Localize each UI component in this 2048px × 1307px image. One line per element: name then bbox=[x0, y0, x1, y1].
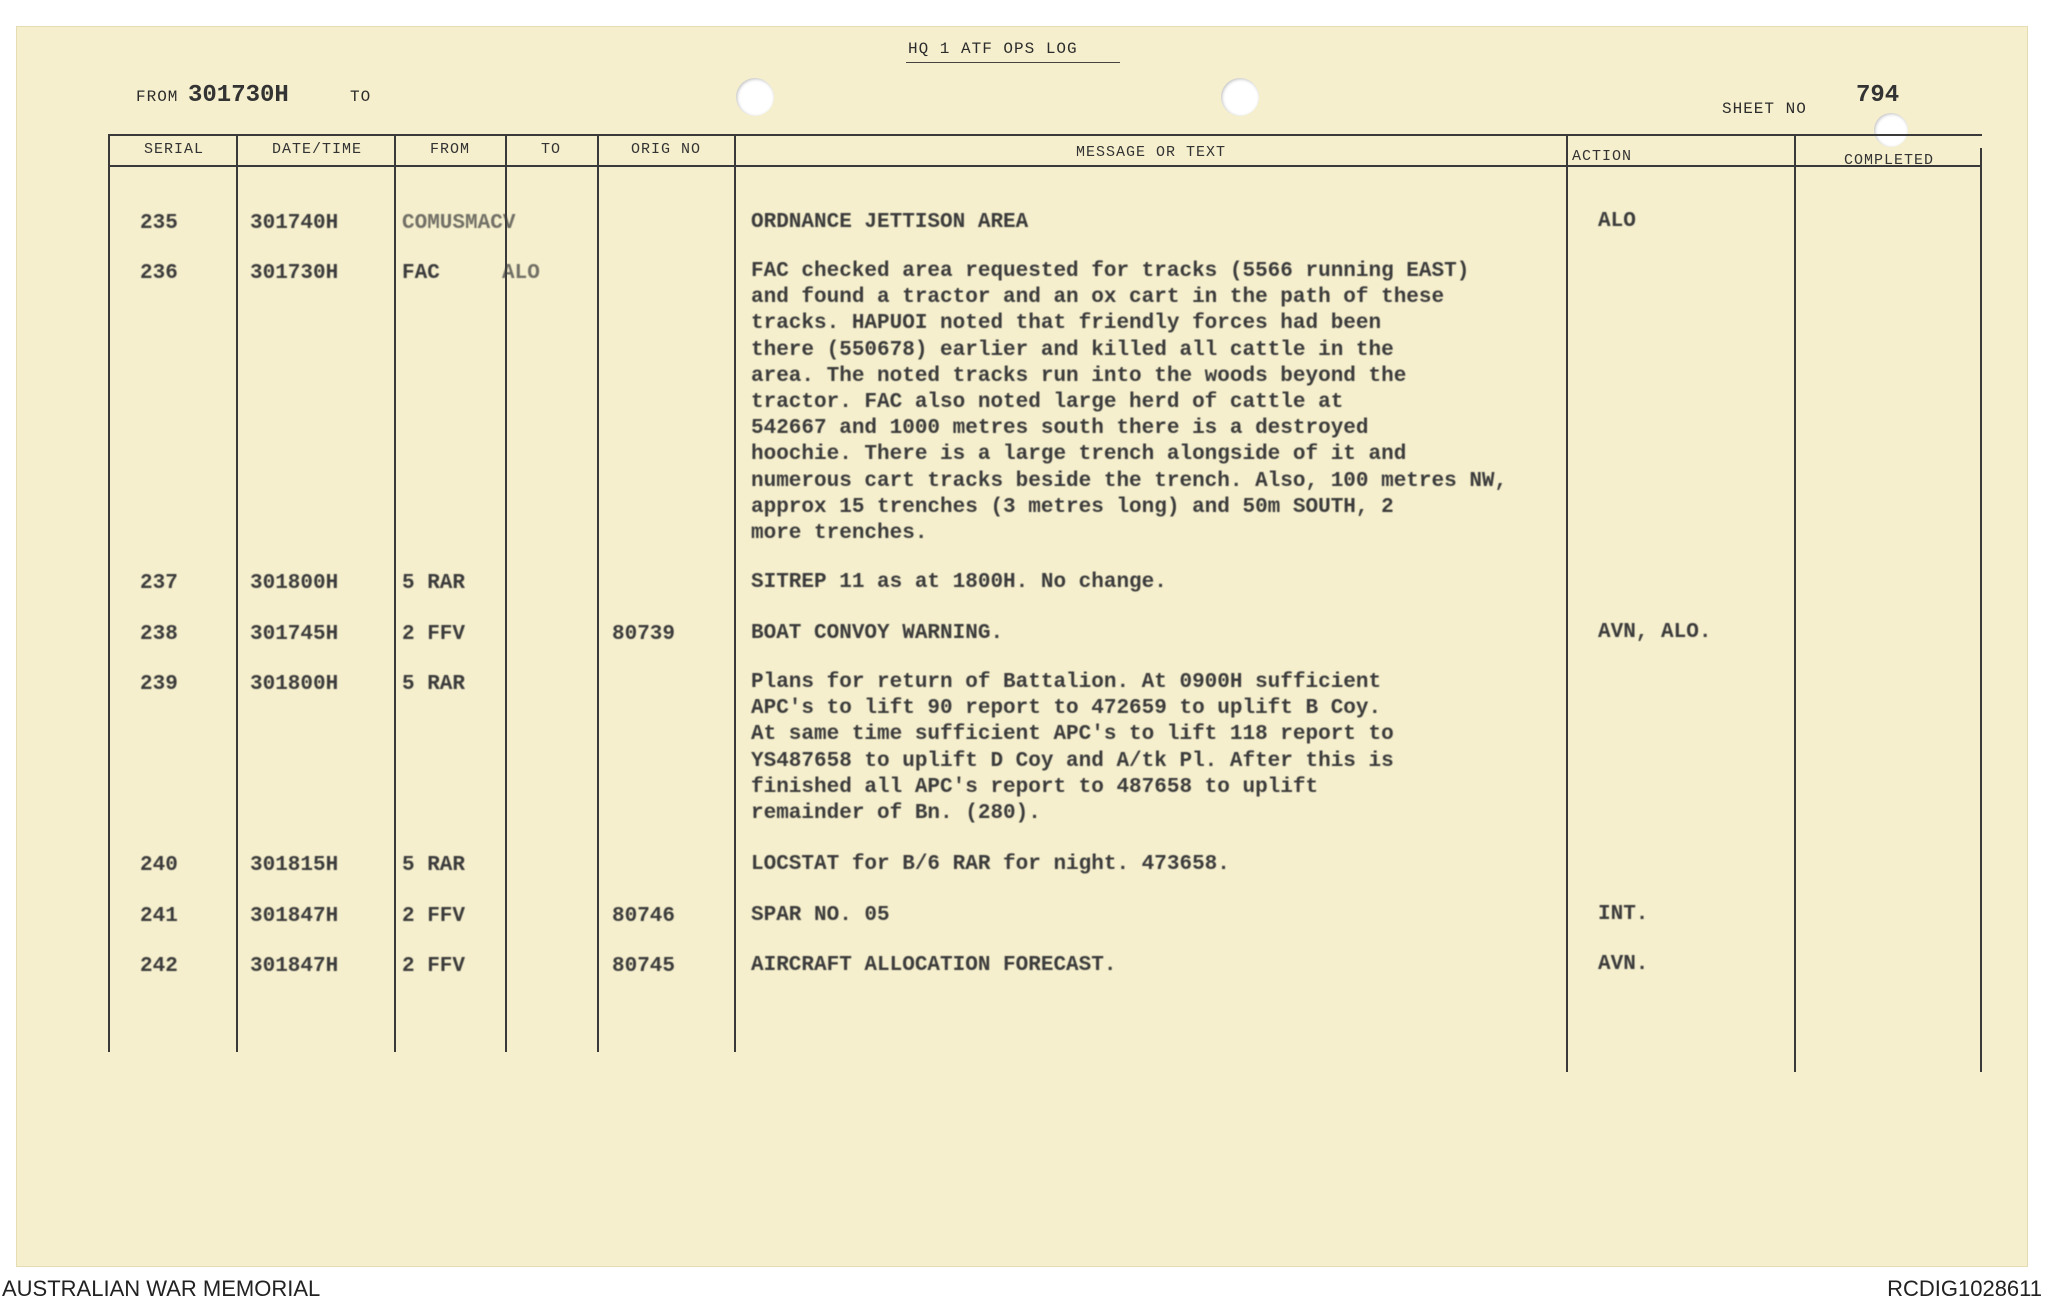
log-title: HQ 1 ATF OPS LOG bbox=[908, 40, 1078, 58]
punch-hole-left bbox=[736, 78, 774, 116]
col-divider bbox=[394, 134, 396, 1052]
message-cell: BOAT CONVOY WARNING. bbox=[751, 622, 1004, 645]
footer-reference: RCDIG1028611 bbox=[1887, 1276, 2042, 1301]
from-label: FROM bbox=[136, 88, 179, 106]
serial-cell: 236 bbox=[140, 262, 178, 285]
message-cell: SITREP 11 as at 1800H. No change. bbox=[751, 571, 1167, 594]
serial-cell: 242 bbox=[140, 955, 178, 978]
orig-no-cell: 80746 bbox=[612, 905, 676, 928]
serial-cell: 235 bbox=[140, 212, 178, 235]
col-header-message: MESSAGE OR TEXT bbox=[1075, 144, 1227, 161]
from-cell: 2 FFV bbox=[402, 955, 466, 978]
punch-hole-right bbox=[1221, 78, 1259, 116]
from-cell: 2 FFV bbox=[402, 905, 466, 928]
col-divider bbox=[597, 134, 599, 1052]
serial-cell: 237 bbox=[140, 572, 178, 595]
col-header-completed: COMPLETED bbox=[1843, 152, 1934, 169]
to-cell: ALO bbox=[502, 262, 540, 285]
col-divider bbox=[734, 134, 736, 1052]
to-label: TO bbox=[350, 88, 372, 106]
message-cell: LOCSTAT for B/6 RAR for night. 473658. bbox=[751, 853, 1230, 876]
datetime-cell: 301800H bbox=[250, 572, 339, 595]
action-cell: ALO bbox=[1598, 210, 1636, 233]
datetime-cell: 301730H bbox=[250, 262, 339, 285]
col-header-serial: SERIAL bbox=[143, 141, 204, 158]
datetime-cell: 301815H bbox=[250, 854, 339, 877]
message-cell: ORDNANCE JETTISON AREA bbox=[751, 211, 1029, 234]
orig-no-cell: 80745 bbox=[612, 955, 676, 978]
message-cell: SPAR NO. 05 bbox=[751, 904, 890, 927]
col-header-to: TO bbox=[540, 141, 561, 158]
from-cell: 5 RAR bbox=[402, 673, 466, 696]
serial-cell: 240 bbox=[140, 854, 178, 877]
from-cell: 5 RAR bbox=[402, 572, 466, 595]
col-divider bbox=[1794, 134, 1796, 1072]
message-cell: Plans for return of Battalion. At 0900H sufficient APC's to lift 90 report to 472659 to uplift B Coy. At same time sufficient APC's to lift 118 report to YS487658 to uplift D Coy and A/tk Pl. After this is finished all APC's report to 487658 to uplift remainder of Bn. (280). bbox=[751, 671, 1394, 826]
datetime-cell: 301745H bbox=[250, 623, 339, 646]
from-cell: 5 RAR bbox=[402, 854, 466, 877]
orig-no-cell: 80739 bbox=[612, 623, 676, 646]
serial-cell: 241 bbox=[140, 905, 178, 928]
col-divider bbox=[108, 134, 110, 1052]
punch-hole-corner bbox=[1874, 113, 1908, 147]
col-header-orig-no: ORIG NO bbox=[630, 141, 701, 158]
datetime-cell: 301740H bbox=[250, 212, 339, 235]
action-cell: AVN. bbox=[1598, 953, 1649, 976]
from-cell: FAC bbox=[402, 262, 440, 285]
col-divider bbox=[1980, 148, 1982, 1072]
sheet-number: 794 bbox=[1856, 82, 1900, 109]
from-value: 301730H bbox=[188, 82, 289, 109]
title-underline bbox=[906, 62, 1120, 63]
sheet-label: SHEET NO bbox=[1722, 100, 1807, 118]
datetime-cell: 301847H bbox=[250, 955, 339, 978]
serial-cell: 238 bbox=[140, 623, 178, 646]
message-cell: AIRCRAFT ALLOCATION FORECAST. bbox=[751, 954, 1117, 977]
datetime-cell: 301800H bbox=[250, 673, 339, 696]
footer-source: AUSTRALIAN WAR MEMORIAL bbox=[2, 1276, 321, 1301]
from-cell: COMUSMACV bbox=[402, 212, 516, 235]
table-top-rule bbox=[108, 134, 1982, 136]
message-cell: FAC checked area requested for tracks (5566 running EAST) and found a tractor and an ox cart in the path of these tracks. HAPUOI noted that friendly forces had been there (550678) earlier and killed all cattle in the area. The noted tracks run into the woods beyond the tractor. FAC also noted large herd of cattle at 542667 and 1000 metres south there is a destroyed hoochie. There is a large trench alongside of it and numerous cart tracks beside the trench. Also, 100 metres NW, approx 15 trenches (3 metres long) and 50m SOUTH, 2 more trenches. bbox=[751, 260, 1508, 546]
action-cell: INT. bbox=[1598, 903, 1649, 926]
table-header-rule bbox=[108, 165, 1982, 167]
from-cell: 2 FFV bbox=[402, 623, 466, 646]
col-header-action: ACTION bbox=[1572, 148, 1633, 165]
col-header-datetime: DATE/TIME bbox=[271, 141, 362, 158]
col-header-from: FROM bbox=[429, 141, 470, 158]
col-divider bbox=[236, 134, 238, 1052]
datetime-cell: 301847H bbox=[250, 905, 339, 928]
action-cell: AVN, ALO. bbox=[1598, 621, 1712, 644]
serial-cell: 239 bbox=[140, 673, 178, 696]
